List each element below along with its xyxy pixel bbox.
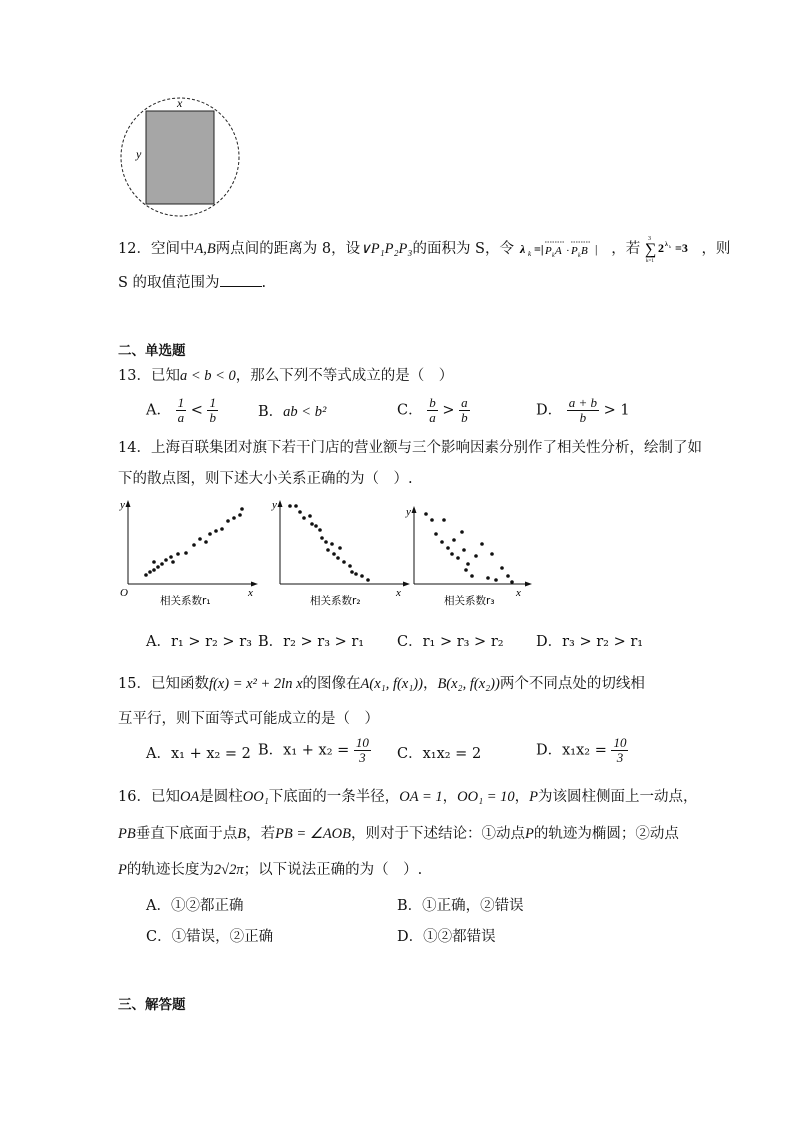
svg-text:k: k bbox=[527, 250, 531, 258]
svg-text:x: x bbox=[516, 587, 521, 599]
caption-r2: 相关系数r₂ bbox=[310, 595, 361, 607]
svg-text:k: k bbox=[668, 244, 671, 249]
q16-line2: PB垂直下底面于点B，若PB = ∠AOB，则对于下述结论：①动点P的轨迹为椭圆；②动点 bbox=[118, 826, 679, 842]
svg-text:3: 3 bbox=[647, 236, 651, 242]
svg-text:2: 2 bbox=[657, 241, 664, 255]
q15-option-c[interactable]: C．x₁x₂ = 2 bbox=[397, 746, 482, 762]
q16-option-a[interactable]: A．①②都正确 bbox=[146, 898, 244, 914]
section-heading-answer-questions: 三、解答题 bbox=[118, 997, 186, 1013]
q16-option-b[interactable]: B．①正确，②错误 bbox=[397, 898, 524, 914]
svg-text:y: y bbox=[120, 499, 125, 511]
scatter-plot-r1 bbox=[116, 496, 261, 611]
q14-option-d[interactable]: D．r₃ > r₂ > r₁ bbox=[536, 634, 644, 650]
q14-option-c[interactable]: C．r₁ > r₃ > r₂ bbox=[397, 634, 504, 650]
caption-r1: 相关系数r₁ bbox=[160, 595, 211, 607]
q13-option-b[interactable]: B．ab < b² bbox=[258, 404, 327, 420]
q15-line2: 互平行，则下面等式可能成立的是（ ） bbox=[118, 711, 379, 727]
q13-option-d[interactable]: D． $\frac{a + b}{b}$ > 1 bbox=[536, 395, 630, 425]
svg-text:A: A bbox=[554, 245, 562, 257]
q13-option-a[interactable]: A． $\frac{1}{a}$ < $\frac{1}{b}$ bbox=[146, 395, 216, 425]
svg-text:=|: =| bbox=[533, 242, 544, 256]
q15-option-d[interactable]: D．x₁x₂ = $\frac{10}{3}$ bbox=[536, 735, 627, 765]
svg-text:y: y bbox=[406, 506, 411, 518]
section-heading-single-choice: 二、单选题 bbox=[118, 343, 186, 359]
lambda-k-expression bbox=[519, 238, 607, 260]
svg-text:O: O bbox=[120, 587, 128, 599]
svg-text:=3: =3 bbox=[674, 241, 688, 255]
svg-text:∑: ∑ bbox=[644, 241, 657, 258]
svg-text:k: k bbox=[577, 253, 581, 259]
q14-line2: 下的散点图，则下述大小关系正确的为（ ）. bbox=[118, 471, 413, 487]
scatter-plot-r3 bbox=[402, 496, 547, 611]
circle-rectangle-figure bbox=[115, 92, 245, 222]
svg-text:x: x bbox=[396, 587, 401, 599]
svg-text:k: k bbox=[551, 253, 555, 259]
q13-option-c[interactable]: C． $\frac{b}{a}$ > $\frac{a}{b}$ bbox=[397, 395, 468, 425]
q16-line3: P的轨迹长度为2√2π；以下说法正确的为（ ）. bbox=[118, 862, 423, 878]
inscribed-rectangle bbox=[146, 111, 214, 204]
label-y: y bbox=[136, 147, 142, 161]
q16-line1: 16．已知OA是圆柱OO₁下底面的一条半径，OA = 1，OO₁ = 10，P为该圆柱侧面上一动点， bbox=[118, 789, 698, 805]
q13-stem: 13．已知a < b < 0，那么下列不等式成立的是（ ） bbox=[118, 368, 454, 384]
label-x: x bbox=[177, 96, 183, 110]
svg-text:P: P bbox=[544, 245, 552, 257]
svg-text:|: | bbox=[594, 242, 598, 256]
q15-option-b[interactable]: B．x₁ + x₂ = $\frac{10}{3}$ bbox=[258, 735, 369, 765]
svg-text:B: B bbox=[580, 245, 588, 257]
q15-option-a[interactable]: A．x₁ + x₂ = 2 bbox=[146, 746, 251, 762]
caption-r3: 相关系数r₃ bbox=[444, 595, 495, 607]
q12-line1: 12．空间中A,B两点间的距离为 8，设∨P₁P₂P₃的面积为 S，令 λ k =| P k A · P k B | ，若 3 ∑ k=1 2 λ k =3 ，则 bbox=[118, 236, 731, 264]
answer-blank[interactable] bbox=[220, 272, 262, 287]
q15-line1: 15．已知函数f(x) = x² + 2ln x的图像在A(x₁, f(x₁))，B(x₂, f(x₂))两个不同点处的切线相 bbox=[118, 676, 645, 692]
q12-line2: S 的取值范围为 . bbox=[118, 271, 266, 292]
scatter-plot-r2 bbox=[268, 496, 413, 611]
svg-text:k=1: k=1 bbox=[645, 259, 654, 264]
q16-option-d[interactable]: D．①②都错误 bbox=[397, 929, 496, 945]
q14-option-a[interactable]: A．r₁ > r₂ > r₃ bbox=[146, 634, 252, 650]
svg-text:·: · bbox=[565, 245, 570, 257]
svg-text:P: P bbox=[570, 245, 578, 257]
q16-option-c[interactable]: C．①错误，②正确 bbox=[146, 929, 274, 945]
sum-expression bbox=[645, 234, 697, 264]
svg-text:λ: λ bbox=[664, 242, 668, 248]
svg-text:x: x bbox=[248, 587, 253, 599]
q14-line1: 14．上海百联集团对旗下若干门店的营业额与三个影响因素分别作了相关性分析，绘制了如 bbox=[118, 440, 702, 456]
q14-option-b[interactable]: B．r₂ > r₃ > r₁ bbox=[258, 634, 365, 650]
svg-text:λ: λ bbox=[519, 242, 525, 256]
svg-text:y: y bbox=[272, 499, 277, 511]
